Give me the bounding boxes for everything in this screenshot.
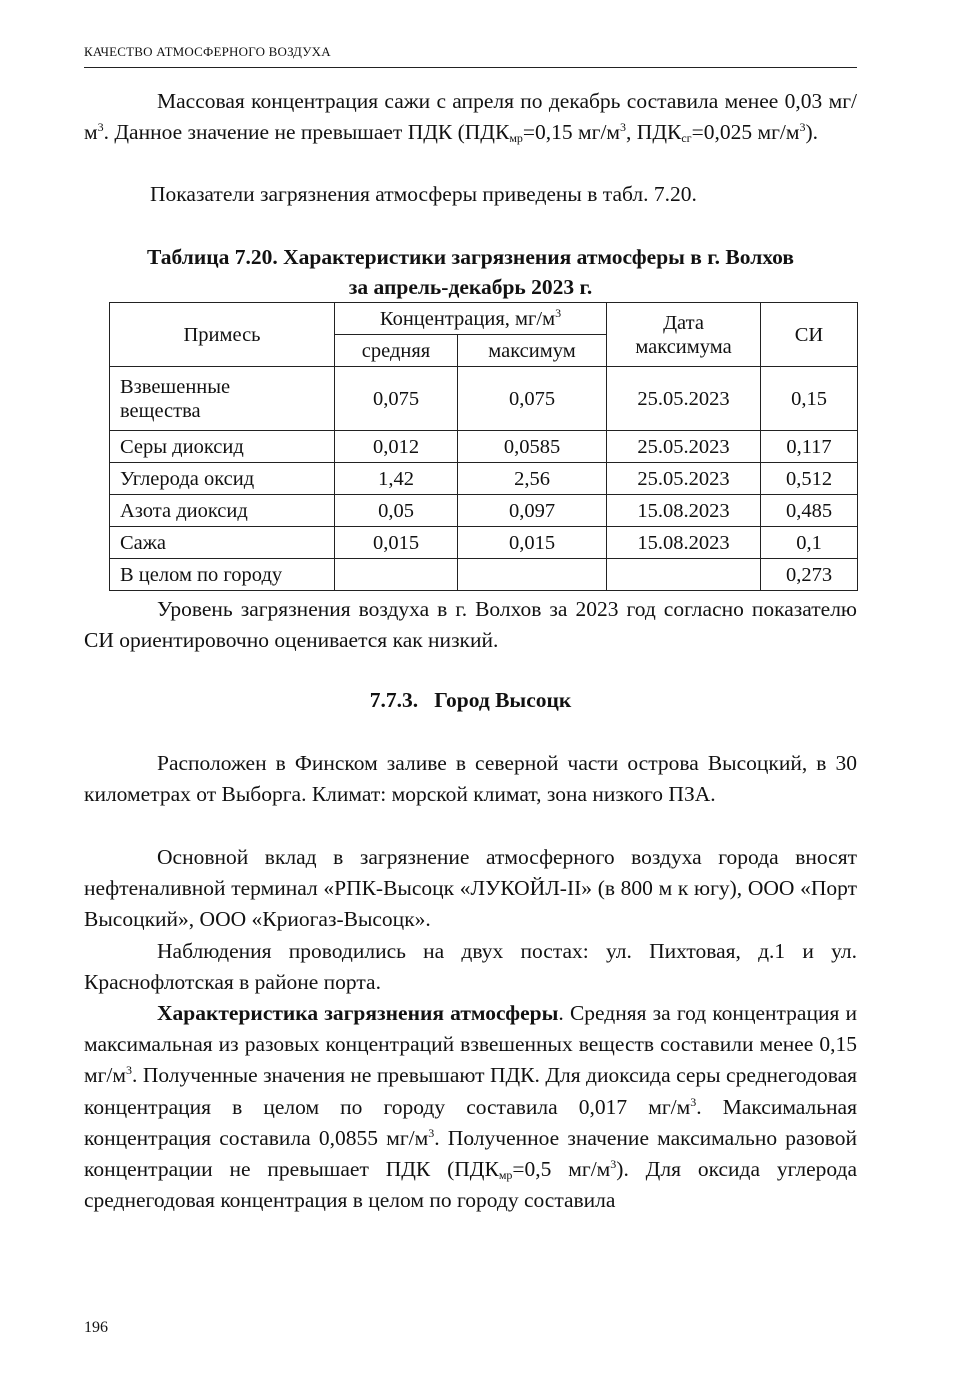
row-date: 25.05.2023 [607, 367, 761, 431]
table-row [110, 527, 858, 559]
row-substance-line1: Взвешенные [120, 375, 231, 398]
paragraph-text: . Полученное значение максимально разовой концентрации не превышает ПДК (ПДК [84, 1125, 857, 1182]
paragraph-text: =0,5 мг/м [512, 1157, 611, 1182]
row-si: 0,15 [761, 367, 858, 431]
subscript: мр [509, 131, 523, 146]
row-date: 25.05.2023 [607, 431, 761, 463]
superscript: 3 [610, 1157, 617, 1172]
section-heading: 7.7.3. Город Высоцк [369, 688, 572, 712]
header-date-line2: максимума [635, 335, 732, 358]
bold-lead: Характеристика загрязнения атмосферы [157, 1001, 559, 1025]
superscript: 3 [126, 1063, 133, 1078]
header-si: СИ [761, 303, 858, 367]
paragraph-text: . Данное значение не превышает ПДК (ПДК [103, 120, 510, 145]
header-max: максимум [458, 335, 607, 367]
row-si: 0,117 [761, 431, 858, 463]
paragraph-text: . Полученные значения не превышают ПДК. Для диоксида серы среднегодовая концентрация в целом по городу составила 0,017 мг/м [84, 1063, 857, 1119]
superscript: 3 [799, 120, 806, 135]
superscript: 3 [428, 1125, 435, 1140]
running-header: КАЧЕСТВО АТМОСФЕРНОГО ВОЗДУХА [84, 44, 331, 59]
row-si: 0,512 [761, 463, 858, 495]
paragraph-text: =0,025 мг/м [691, 120, 800, 145]
header-substance: Примесь [110, 303, 335, 367]
row-si: 0,485 [761, 495, 858, 527]
subscript: сг [681, 131, 692, 146]
paragraph-sources: Основной вклад в загрязнение атмосферного воздуха города вносят нефтеналивной терминал «РПК-Высоцк «ЛУКОЙЛ-II» (в 800 м к югу), ООО «Порт Высоцкий», ООО «Криогаз-Высоцк». [84, 845, 857, 932]
row-si: 0,1 [761, 527, 858, 559]
page-number: 196 [84, 1319, 108, 1336]
row-date [607, 559, 761, 591]
row-max [458, 559, 607, 591]
paragraph-posts: Наблюдения проводились на двух постах: ул. Пихтовая, д.1 и ул. Краснофлотская в районе порта. [84, 939, 857, 995]
row-substance: Серы диоксид [110, 431, 335, 463]
row-mean: 0,05 [335, 495, 458, 527]
row-mean: 0,075 [335, 367, 458, 431]
row-si: 0,273 [761, 559, 858, 591]
row-max: 2,56 [458, 463, 607, 495]
superscript: 3 [620, 120, 627, 135]
row-max: 0,015 [458, 527, 607, 559]
row-max: 0,0585 [458, 431, 607, 463]
header-concentration-label: Концентрация, мг/м [379, 307, 556, 330]
table-row [110, 367, 858, 431]
table-caption [84, 242, 857, 302]
paragraph-text: =0,15 мг/м [522, 120, 621, 145]
row-substance-line2: вещества [120, 399, 201, 422]
table-row [110, 559, 858, 591]
header-mean: средняя [335, 335, 458, 367]
row-substance: Азота диоксид [110, 495, 335, 527]
paragraph-text: ). [805, 120, 819, 145]
paragraph-soot [84, 86, 857, 148]
row-substance [110, 367, 335, 431]
paragraph-text: ). Для оксида углерода среднегодовая концентрация в целом по городу составила [84, 1157, 857, 1213]
row-substance: В целом по городу [110, 559, 335, 591]
table-row [110, 463, 858, 495]
row-date: 15.08.2023 [607, 527, 761, 559]
paragraph-characteristics [84, 998, 857, 1216]
row-substance: Углерода оксид [110, 463, 335, 495]
superscript: 3 [97, 120, 104, 135]
row-substance: Сажа [110, 527, 335, 559]
header-date-line1: Дата [663, 311, 704, 334]
superscript: 3 [690, 1094, 697, 1109]
paragraph-location: Расположен в Финском заливе в северной части острова Высоцкий, в 30 километрах от Выборга. Климат: морской климат, зона низкого ПЗА. [84, 751, 857, 807]
table-caption-line1: Таблица 7.20. Характеристики загрязнения атмосферы в г. Волхов [146, 245, 795, 269]
paragraph-text: . Максимальная концентрация составила 0,0855 мг/м [84, 1094, 857, 1150]
header-rule [84, 67, 857, 68]
paragraph-text: . Средняя за год концентрация и максимальная из разовых концентраций взвешенных веществ составили менее 0,15 мг/м [84, 1001, 857, 1088]
row-mean: 0,012 [335, 431, 458, 463]
row-max: 0,097 [458, 495, 607, 527]
header-date [607, 303, 761, 367]
paragraph-volkhov-level: Уровень загрязнения воздуха в г. Волхов за 2023 год согласно показателю СИ ориентировочно оценивается как низкий. [84, 597, 857, 653]
table-row [110, 495, 858, 527]
table-caption-line2: за апрель-декабрь 2023 г. [348, 275, 593, 299]
row-mean [335, 559, 458, 591]
row-mean: 0,015 [335, 527, 458, 559]
paragraph-text: , ПДК [626, 120, 682, 145]
paragraph-table-reference: Показатели загрязнения атмосферы приведены в табл. 7.20. [150, 182, 697, 206]
row-date: 15.08.2023 [607, 495, 761, 527]
subscript: мр [498, 1168, 513, 1183]
superscript: 3 [555, 305, 562, 320]
row-date: 25.05.2023 [607, 463, 761, 495]
table-header-row [110, 303, 858, 335]
row-mean: 1,42 [335, 463, 458, 495]
pollution-table [109, 302, 858, 591]
row-max: 0,075 [458, 367, 607, 431]
header-concentration [335, 303, 607, 335]
paragraph-text: Массовая концентрация сажи с апреля по декабрь составила менее 0,03 мг/м [84, 89, 857, 145]
table-row [110, 431, 858, 463]
